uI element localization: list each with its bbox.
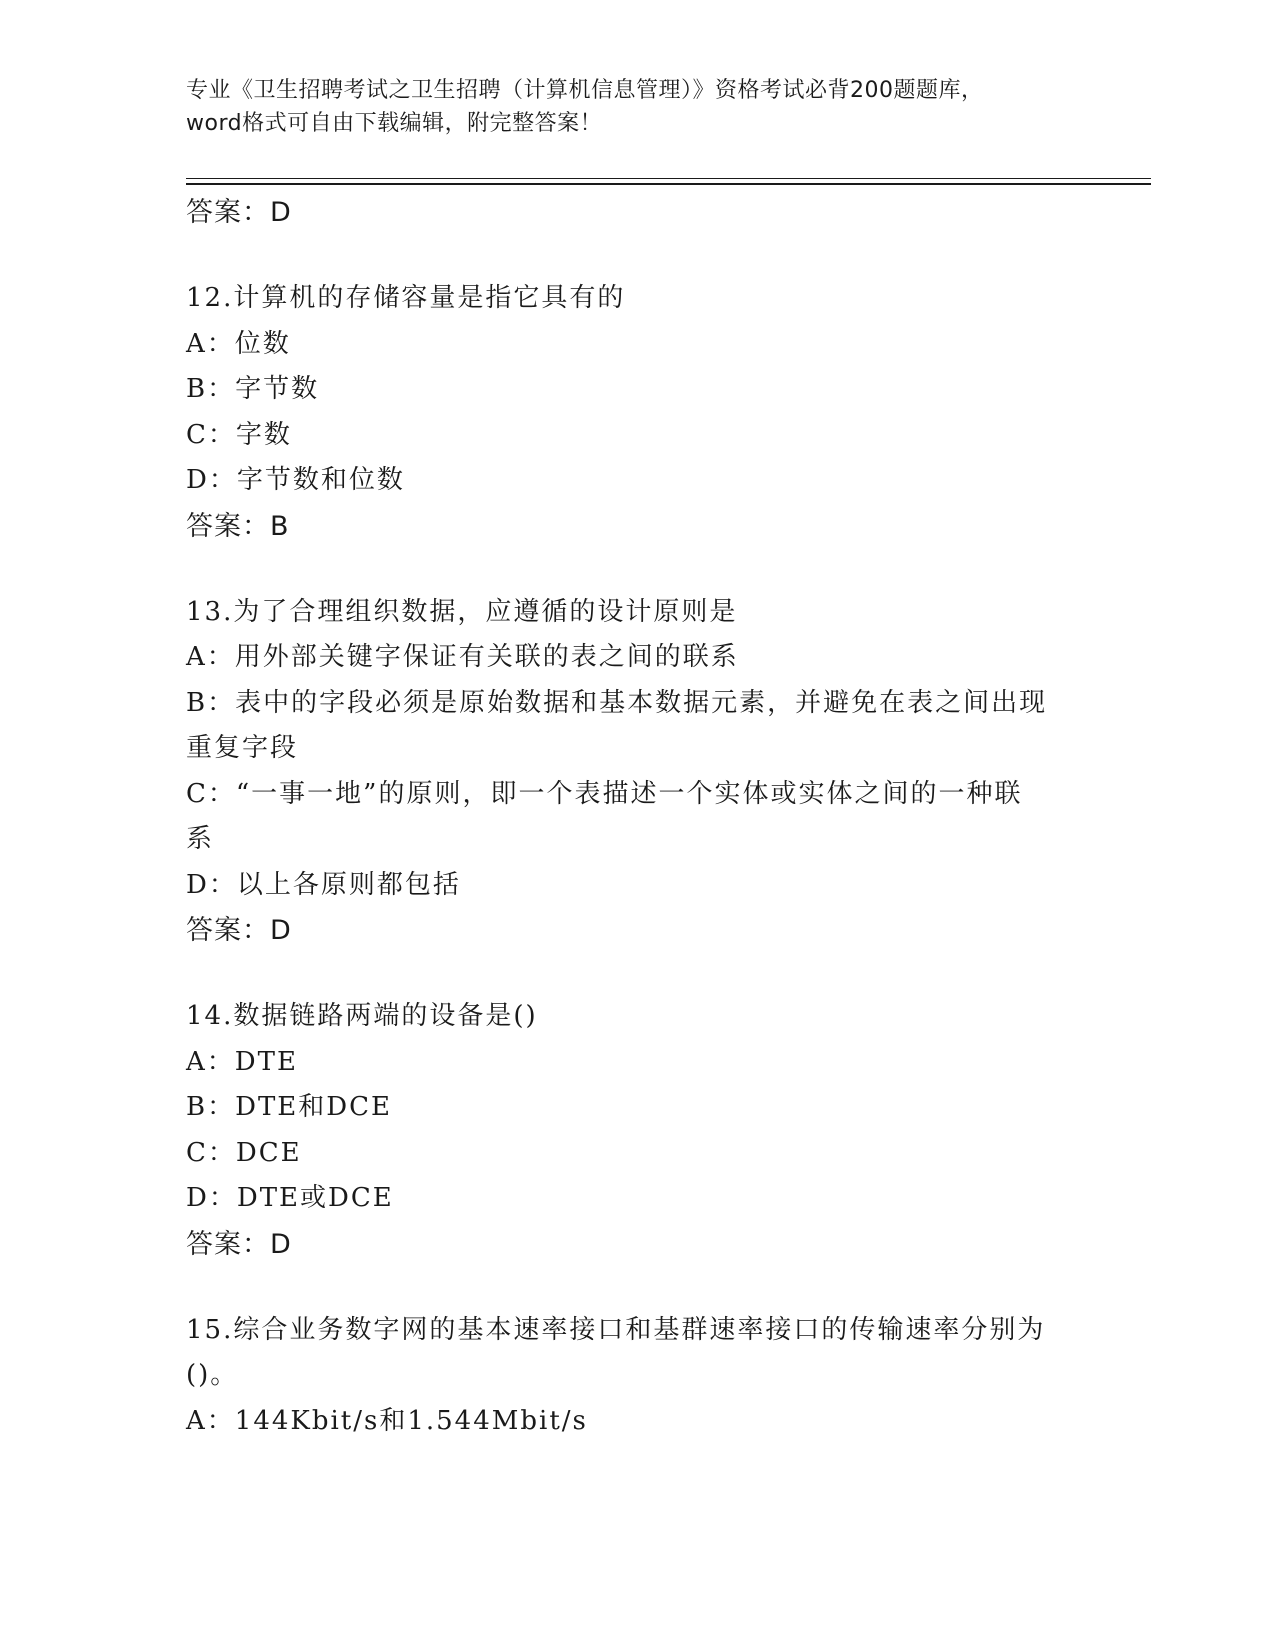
- answer-line: 答案：D: [186, 915, 292, 946]
- option-line: 系: [186, 824, 215, 854]
- answer-line: 答案：D: [186, 197, 292, 228]
- document-header: [186, 74, 1086, 140]
- question-block: [186, 590, 1086, 957]
- option-line: D：DTE或DCE: [186, 1183, 394, 1213]
- option-line: A：用外部关键字保证有关联的表之间的联系: [186, 642, 739, 672]
- option-line: C：“一事一地”的原则，即一个表描述一个实体或实体之间的一种联: [186, 778, 1023, 809]
- question-stem: 15.综合业务数字网的基本速率接口和基群速率接口的传输速率分别为: [186, 1314, 1046, 1345]
- question-block: [186, 1308, 1086, 1445]
- question-stem: 12.计算机的存储容量是指它具有的: [186, 283, 626, 313]
- header-title-line-2: word格式可自由下载编辑，附完整答案！: [186, 111, 603, 136]
- option-line: B：DTE和DCE: [186, 1092, 392, 1122]
- option-line: A：位数: [186, 328, 291, 359]
- question-stem: 13.为了合理组织数据，应遵循的设计原则是: [186, 596, 738, 627]
- question-block: [186, 994, 1086, 1270]
- option-line: B：字节数: [186, 374, 320, 404]
- question-list: [186, 190, 1086, 1444]
- option-line: D：以上各原则都包括: [186, 869, 461, 900]
- option-line: D：字节数和位数: [186, 465, 405, 495]
- option-line: 重复字段: [186, 733, 299, 763]
- option-line: A：144Kbit/s和1.544Mbit/s: [186, 1405, 588, 1436]
- option-line: A：DTE: [186, 1046, 298, 1077]
- header-divider-thick: [186, 183, 1151, 185]
- option-line: C：DCE: [186, 1137, 302, 1168]
- question-block: [186, 276, 1086, 552]
- answer-line: 答案：D: [186, 1228, 292, 1260]
- option-line: B：表中的字段必须是原始数据和基本数据元素，并避免在表之间出现: [186, 687, 1048, 718]
- question-stem: ()。: [186, 1360, 239, 1390]
- header-divider-thin: [186, 178, 1151, 179]
- answer-line: 答案：B: [186, 510, 290, 542]
- header-title-line-1: 专业《卫生招聘考试之卫生招聘（计算机信息管理）》资格考试必背200题题库，: [186, 78, 984, 103]
- question-stem: 14.数据链路两端的设备是(): [186, 1001, 538, 1031]
- option-line: C：字数: [186, 419, 292, 450]
